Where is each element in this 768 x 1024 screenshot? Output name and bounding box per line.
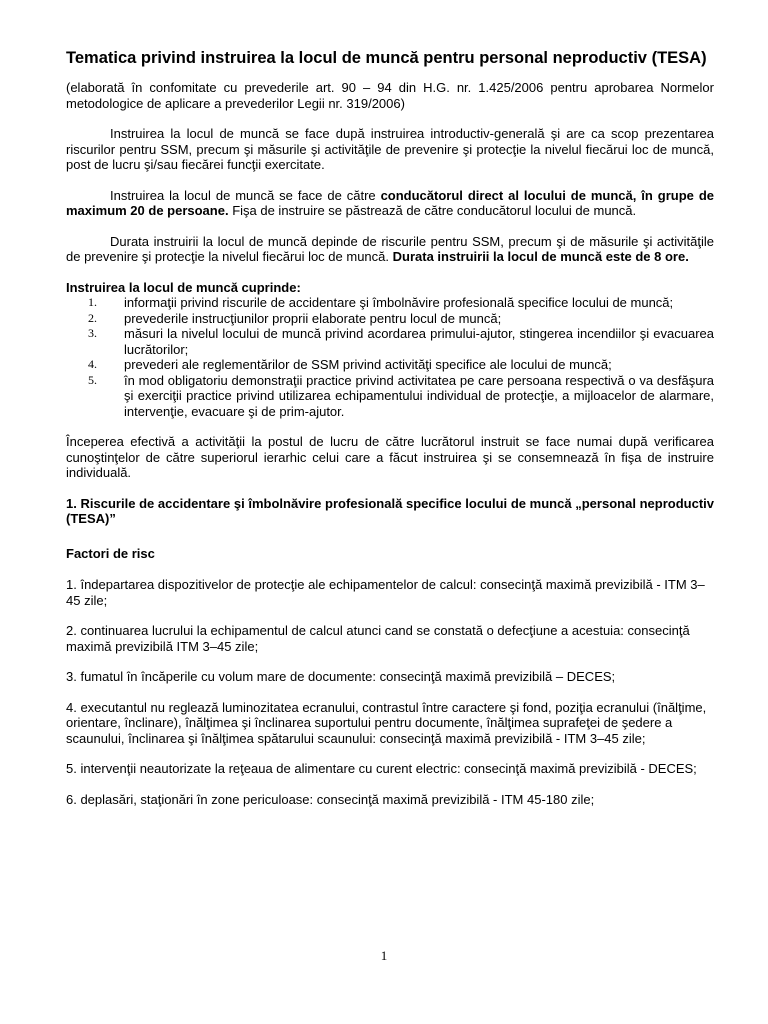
risk-factor-item: 2. continuarea lucrului la echipamentul de calcul atunci cand se constată o defecţiune a acestuia: consecinţă maximă previzibilă ITM 3–45 zile;	[66, 623, 690, 654]
list-item-text: informaţii privind riscurile de accidentare şi îmbolnăvire profesională specifice locului de muncă;	[124, 295, 674, 310]
paragraph-intro: Instruirea la locul de muncă se face după instruirea introductiv-generală şi are ca scop prezentarea riscurilor pentru SSM, precum şi măsurile şi activităţile de prevenire şi protecţie la nivelul fiecărui loc de muncă, post de lucru şi/sau fiecărei funcţii exercitate.	[66, 126, 714, 172]
list-item	[66, 326, 714, 357]
risk-factor-item: 6. deplasări, staţionări în zone periculoase: consecinţă maximă previzibilă - ITM 45-180 zile;	[66, 791, 595, 807]
risk-factor-item: 3. fumatul în încăperile cu volum mare de documente: consecinţă maximă previzibilă – DECES;	[66, 669, 616, 684]
list-item-text: în mod obligatoriu demonstraţii practice privind activitatea pe care persoana respectivă o va desfăşura şi exerciţii practice privind utilizarea echipamentului individual de protecţie, a mijloacelor de alarmare, intervenţie, evacuare şi de prim-ajutor.	[124, 372, 714, 419]
document-title: Tematica privind instruirea la locul de muncă pentru personal neproductiv (TESA)	[66, 49, 707, 67]
list-item	[66, 373, 714, 420]
list-item	[66, 311, 714, 327]
list-item-number: 5.	[88, 372, 97, 387]
list-item-text: prevederi ale reglementărilor de SSM privind activităţi specifice ale locului de muncă;	[124, 357, 612, 372]
section-heading: 1. Riscurile de accidentare şi îmbolnăvire profesională specifice locului de muncă „personal neproductiv (TESA)”	[66, 495, 714, 526]
list-item-number: 3.	[88, 326, 97, 340]
paragraph-conductor	[66, 188, 714, 219]
list-item	[66, 357, 714, 373]
paragraph-start-activity: Începerea efectivă a activităţii la postul de lucru de către lucrătorul instruit se face numai după verificarea cunoştinţelor de către superiorul ierarhic celui care a făcut instruirea şi se consemnează în fişa de instruire individuală.	[66, 434, 714, 480]
list-item-number: 2.	[88, 310, 97, 325]
risk-factors-list	[66, 577, 714, 807]
list-item-text: prevederile instrucţiunilor proprii elaborate pentru locul de muncă;	[124, 310, 502, 326]
paragraph-duration-text: Durata instruirii la locul de muncă depinde de riscurile pentru SSM, precum şi de măsurile şi activităţile de prevenire şi protecţie la nivelul fiecărui loc de muncă.	[66, 233, 714, 264]
paragraph-conductor-bold: conducătorul direct al locului de muncă, în grupe de maximum 20 de persoane.	[66, 187, 714, 218]
list-item	[66, 295, 714, 311]
risk-factor-item: 5. intervenţii neautorizate la reţeaua de alimentare cu curent electric: consecinţă maximă previzibilă - DECES;	[66, 761, 697, 776]
list-heading: Instruirea la locul de muncă cuprinde:	[66, 279, 301, 295]
document-subtitle: (elaborată în confomitate cu prevederile art. 90 – 94 din H.G. nr. 1.425/2006 pentru aprobarea Normelor metodologice de aplicare a prevederilor Legii nr. 319/2006)	[66, 80, 714, 111]
list-item-number: 4.	[88, 357, 97, 371]
paragraph-duration	[66, 234, 714, 265]
paragraph-conductor-text-c: Fişa de instruire se păstrează de către conducătorul locului de muncă.	[228, 203, 637, 218]
paragraph-duration-bold: Durata instruirii la locul de muncă este de 8 ore.	[392, 249, 689, 264]
risk-factor-item: 4. executantul nu reglează luminozitatea ecranului, contrastul între caractere şi fond, poziţia ecranului (înălţime, orientare, înclinare), înălţimea şi înclinarea suportului pentru documente, înălţimea suprafeţei de şedere a scaunului, înclinarea şi înălţimea spătarului scaunului: consecinţă maximă previzibilă - ITM 3–45 zile;	[66, 699, 707, 746]
list-item-text: măsuri la nivelul locului de muncă privind acordarea primului-ajutor, stingerea incendiilor şi evacuarea lucrătorilor;	[124, 326, 714, 357]
paragraph-conductor-text-a: Instruirea la locul de muncă se face de către	[110, 187, 381, 203]
instruction-list	[66, 295, 714, 419]
page-number: 1	[380, 948, 388, 963]
list-item-number: 1.	[88, 295, 97, 309]
risk-factors-heading: Factori de risc	[66, 545, 155, 561]
risk-factor-item: 1. îndepartarea dispozitivelor de protecţie ale echipamentelor de calcul: consecinţă maximă previzibilă - ITM 3–45 zile;	[66, 577, 705, 608]
